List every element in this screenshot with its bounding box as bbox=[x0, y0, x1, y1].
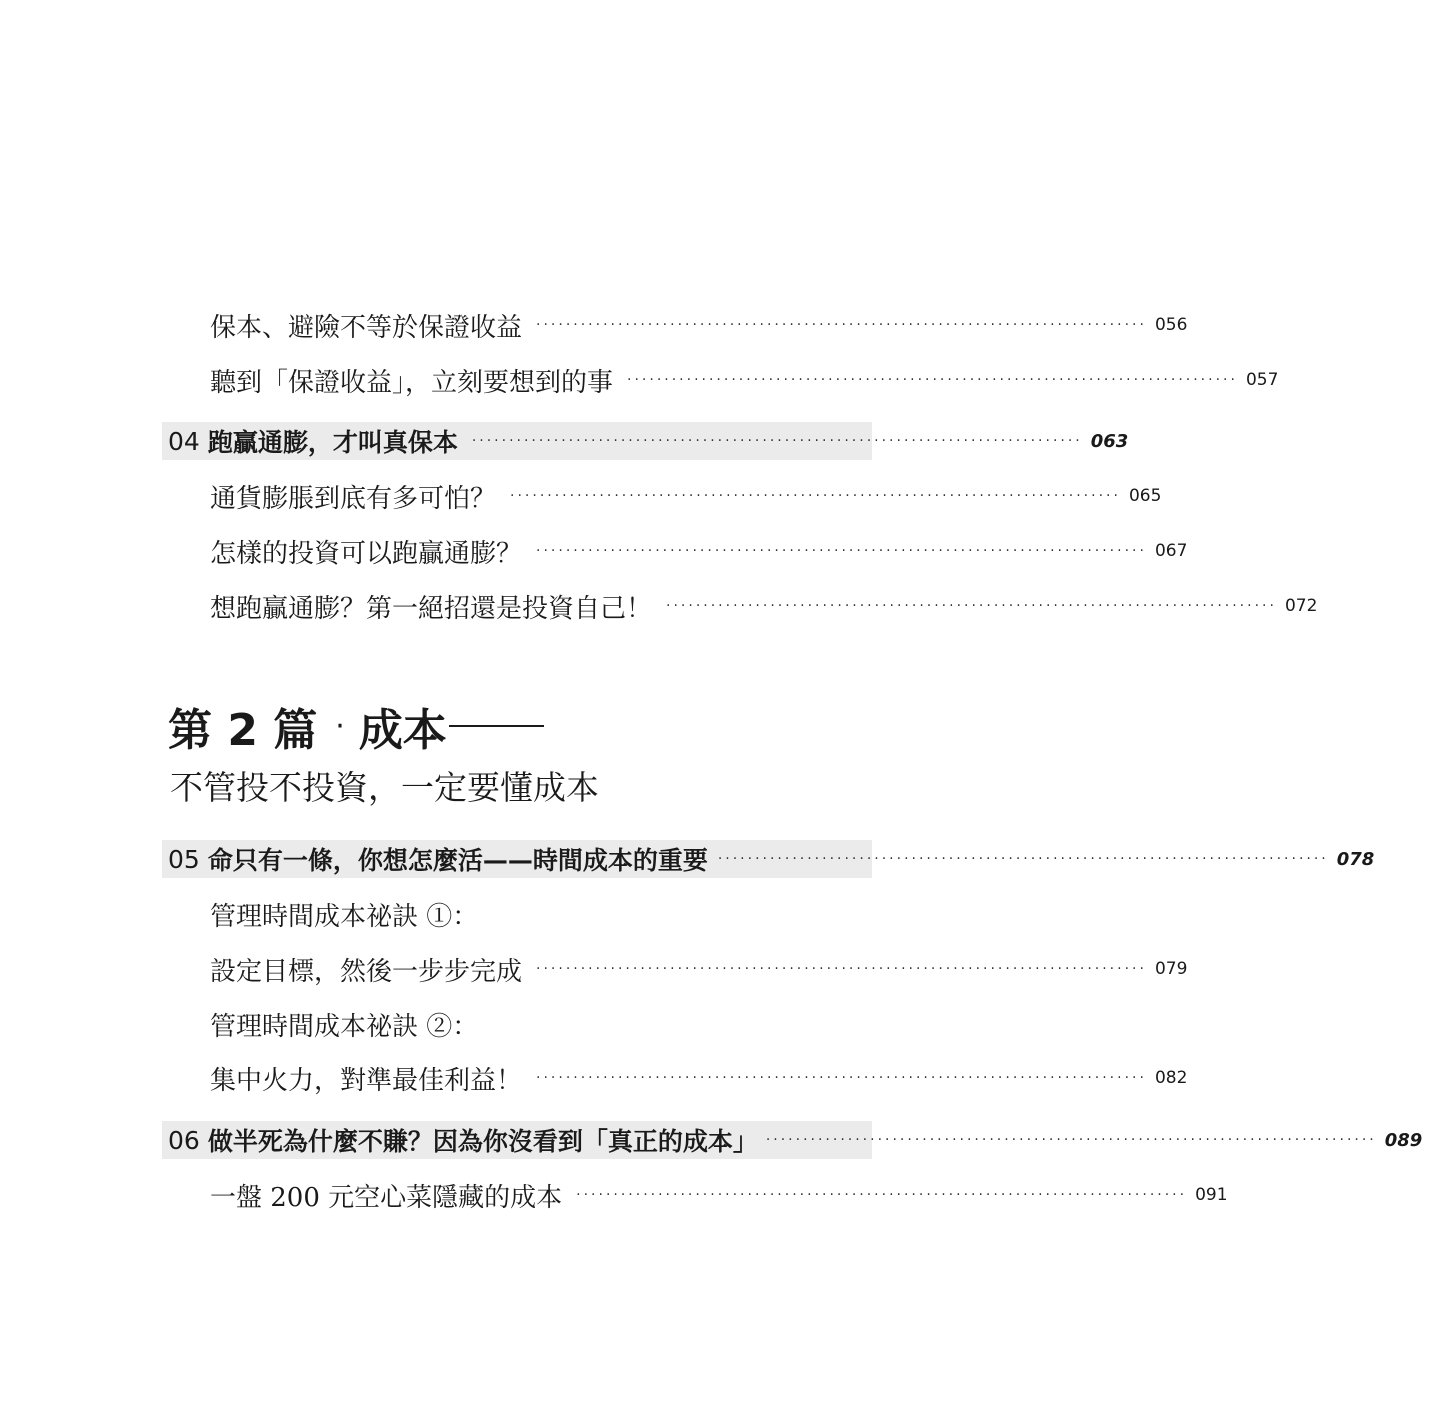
chapter-title: 命只有一條，你想怎麼活——時間成本的重要 bbox=[207, 846, 708, 875]
toc-chapter-06[interactable] bbox=[162, 1121, 1423, 1159]
toc-entry[interactable] bbox=[210, 305, 1188, 345]
dot-leader: ·················································································· bbox=[536, 961, 1147, 977]
chapter-title: 跑贏通膨，才叫真保本 bbox=[207, 428, 458, 457]
chapter-page: 089 bbox=[1384, 1129, 1423, 1151]
toc-entry[interactable] bbox=[210, 360, 1279, 400]
part-label: 第 2 篇 bbox=[168, 705, 318, 756]
toc-entry-page: 072 bbox=[1284, 596, 1318, 616]
dot-leader: ·················································································· bbox=[471, 433, 1083, 449]
toc-entry[interactable] bbox=[210, 1175, 1228, 1215]
toc-entry-title: 聽到「保證收益」，立刻要想到的事 bbox=[210, 367, 614, 398]
dot-leader: ·················································································· bbox=[536, 317, 1147, 333]
chapter-page: 063 bbox=[1090, 430, 1129, 452]
toc-entry-title: 想跑贏通膨？第一絕招還是投資自己！ bbox=[210, 593, 653, 624]
chapter-number: 04 bbox=[168, 426, 200, 456]
dot-leader: ·················································································· bbox=[536, 1070, 1147, 1086]
toc-entry-page: 079 bbox=[1154, 959, 1188, 979]
toc-entry-title: 管理時間成本祕訣 ②： bbox=[210, 1011, 479, 1042]
toc-entry bbox=[210, 894, 858, 934]
dot-leader: ·················································································· bbox=[765, 1132, 1377, 1148]
toc-entry[interactable] bbox=[210, 531, 1188, 571]
toc-entry-page: 082 bbox=[1154, 1068, 1188, 1088]
toc-entry-title: 管理時間成本祕訣 ①： bbox=[210, 901, 479, 932]
dot-leader: ·················································································· bbox=[536, 543, 1147, 559]
toc-entry-page: 057 bbox=[1245, 370, 1279, 390]
toc-entry[interactable] bbox=[210, 949, 1188, 989]
dot-leader: ·················································································· bbox=[666, 598, 1277, 614]
dot-leader: ·················································································· bbox=[510, 488, 1121, 504]
toc-entry[interactable] bbox=[210, 1058, 1188, 1098]
chapter-number: 06 bbox=[168, 1125, 200, 1155]
dot-leader: ·················································································· bbox=[717, 851, 1329, 867]
chapter-number: 05 bbox=[168, 844, 200, 874]
heading-dash bbox=[449, 725, 544, 727]
toc-entry-title: 保本、避險不等於保證收益 bbox=[210, 312, 523, 343]
toc-chapter-05[interactable] bbox=[162, 840, 1375, 878]
toc-entry-page: 091 bbox=[1195, 1185, 1228, 1205]
part-name: 成本 bbox=[358, 705, 447, 756]
toc-chapter-04[interactable] bbox=[162, 422, 1129, 460]
toc-entry-title: 怎樣的投資可以跑贏通膨？ bbox=[210, 538, 523, 569]
part-subtitle: 不管投不投資，一定要懂成本 bbox=[170, 767, 599, 807]
toc-entry-page: 067 bbox=[1154, 541, 1188, 561]
chapter-page: 078 bbox=[1336, 848, 1375, 870]
toc-entry[interactable] bbox=[210, 476, 1162, 516]
toc-entry-title: 集中火力，對準最佳利益！ bbox=[210, 1065, 523, 1096]
part-heading bbox=[168, 696, 544, 756]
dot-leader: ·················································································· bbox=[627, 372, 1238, 388]
toc-entry[interactable] bbox=[210, 586, 1318, 626]
toc-entry bbox=[210, 1004, 858, 1044]
toc-entry-title: 通貨膨脹到底有多可怕？ bbox=[210, 483, 497, 514]
toc-entry-title: 設定目標，然後一步步完成 bbox=[210, 956, 523, 987]
toc-entry-page: 065 bbox=[1128, 486, 1162, 506]
toc-entry-title: 一盤 200 元空心菜隱藏的成本 bbox=[210, 1182, 563, 1213]
toc-entry-page: 056 bbox=[1154, 315, 1188, 335]
part-separator: · bbox=[335, 708, 345, 744]
chapter-title: 做半死為什麼不賺？因為你沒看到「真正的成本」 bbox=[207, 1127, 758, 1156]
dot-leader: ·················································································· bbox=[576, 1187, 1188, 1203]
